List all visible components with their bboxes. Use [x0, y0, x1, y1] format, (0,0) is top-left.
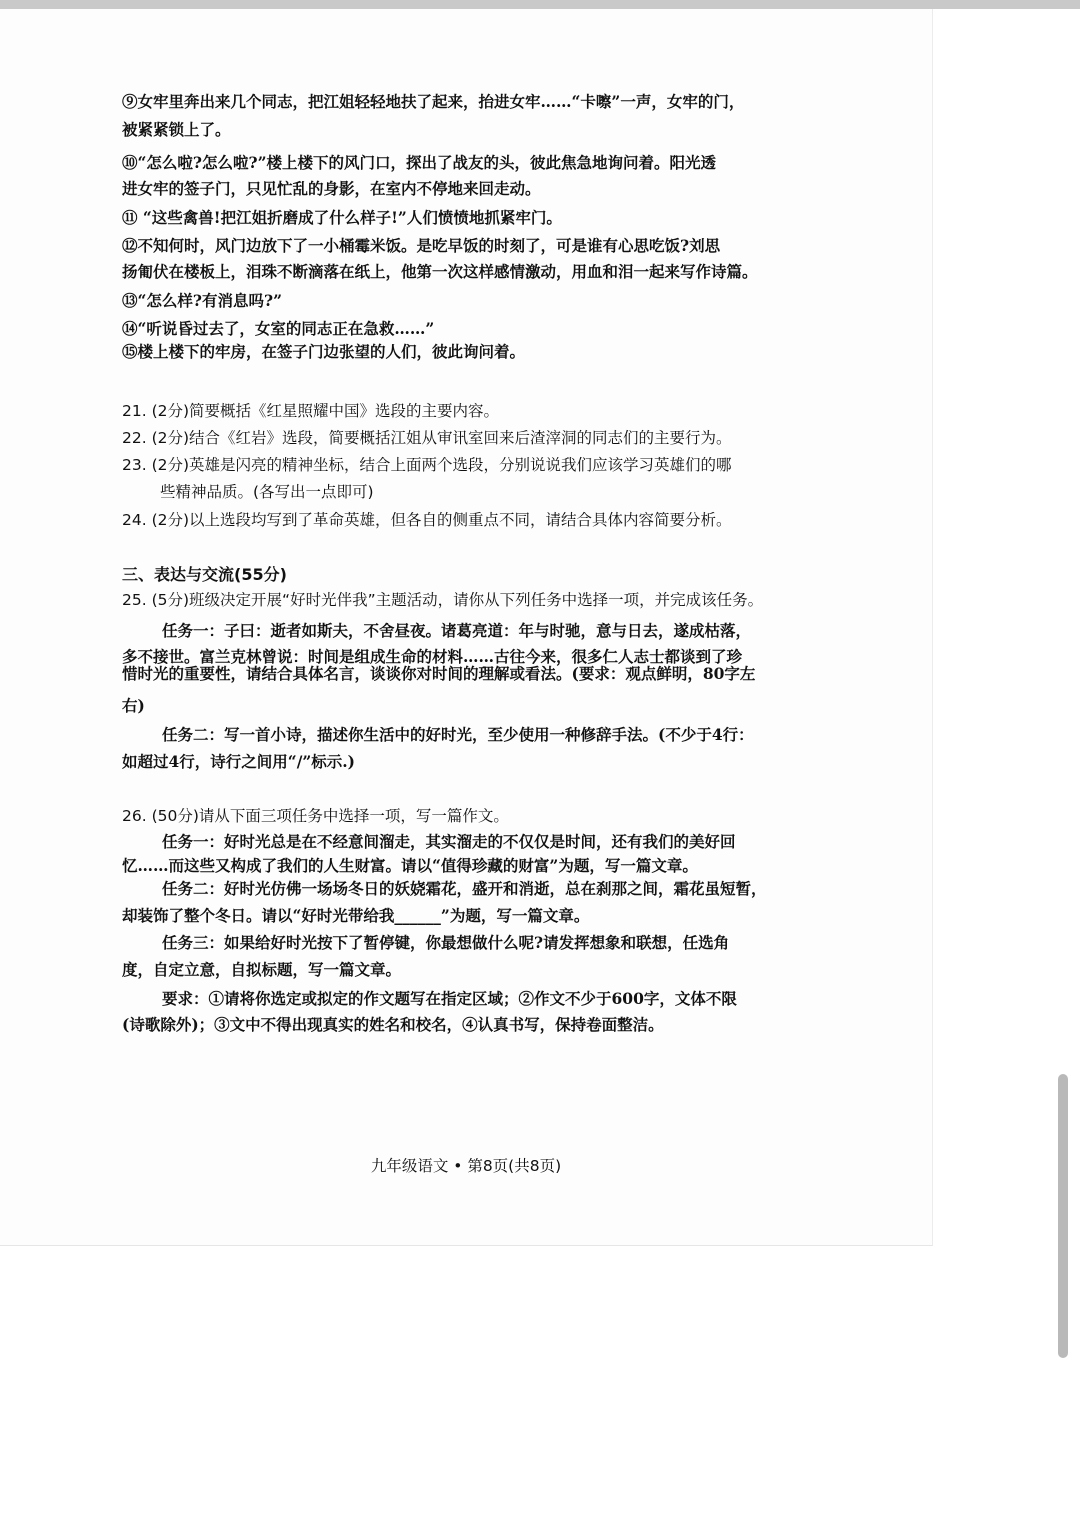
essay-task3-line-2: 度，自定立意，自拟标题，写一篇文章。 — [122, 960, 402, 979]
passage-para-9: ⑨女牢里奔出来几个同志，把江姐轻轻地扶了起来，抬进女牢……“卡嚓”一声，女牢的门， — [122, 92, 745, 111]
essay-task2-line-1: 任务二：好时光仿佛一场场冬日的妖娆霜花，盛开和消逝，总在刹那之间，霜花虽短暂， — [162, 879, 767, 898]
passage-para-10-cont: 进女牢的签子门，只见忙乱的身影，在室内不停地来回走动。 — [122, 179, 541, 198]
essay-task1-line-2: 忆……而这些又构成了我们的人生财富。请以“值得珍藏的财富”为题，写一篇文章。 — [122, 856, 698, 875]
passage-para-10: ⑩“怎么啦?怎么啦?”楼上楼下的风门口，探出了战友的头，彼此焦急地询问着。阳光透 — [122, 153, 716, 172]
question-25: 25. (5分)班级决定开展“好时光伴我”主题活动，请你从下列任务中选择一项，并完成该任务。 — [122, 591, 764, 609]
passage-para-9-cont: 被紧紧锁上了。 — [122, 120, 231, 139]
essay-requirements-line-1: 要求：①请将你选定或拟定的作文题写在指定区域；②作文不少于600字，文体不限 — [162, 989, 737, 1008]
task1-line-4: 右) — [122, 696, 145, 715]
vertical-scrollbar[interactable] — [1058, 1074, 1068, 1358]
task1-line-2: 多不接世。富兰克林曾说：时间是组成生命的材料……古往今来，很多仁人志士都谈到了珍 — [122, 647, 743, 666]
passage-para-12: ⑫不知何时，风门边放下了一小桶霉米饭。是吃早饭的时刻了，可是谁有心思吃饭?刘思 — [122, 236, 721, 255]
essay-task3-line-1: 任务三：如果给好时光按下了暂停键，你最想做什么呢?请发挥想象和联想，任选角 — [162, 933, 730, 952]
task1-line-1: 任务一：子曰：逝者如斯夫，不舍昼夜。诸葛亮道：年与时驰，意与日去，遂成枯落， — [162, 621, 752, 640]
question-24: 24. (2分)以上选段均写到了革命英雄，但各自的侧重点不同，请结合具体内容简要分析。 — [122, 511, 732, 529]
essay-task2-line-2: 却装饰了整个冬日。请以“好时光带给我______”为题，写一篇文章。 — [122, 906, 590, 925]
task2-line-1: 任务二：写一首小诗，描述你生活中的好时光，至少使用一种修辞手法。(不少于4行： — [162, 725, 754, 744]
question-23-cont: 些精神品质。(各写出一点即可) — [160, 483, 374, 501]
question-21: 21. (2分)简要概括《红星照耀中国》选段的主要内容。 — [122, 402, 500, 420]
task2-line-2: 如超过4行，诗行之间用“/”标示.) — [122, 752, 356, 771]
passage-para-11: ⑪ “这些禽兽!把江姐折磨成了什么样子!”人们愤愤地抓紧牢门。 — [122, 208, 562, 227]
question-26: 26. (50分)请从下面三项任务中选择一项，写一篇作文。 — [122, 807, 509, 825]
section-3-heading: 三、表达与交流(55分) — [122, 565, 287, 584]
passage-para-15: ⑮楼上楼下的牢房，在签子门边张望的人们，彼此询问着。 — [122, 342, 526, 361]
passage-para-14: ⑭“听说昏过去了，女室的同志正在急救……” — [122, 319, 435, 338]
question-22: 22. (2分)结合《红岩》选段，简要概括江姐从审讯室回来后渣滓洞的同志们的主要行为。 — [122, 429, 732, 447]
question-23: 23. (2分)英雄是闪亮的精神坐标，结合上面两个选段，分别说说我们应该学习英雄们的哪 — [122, 456, 732, 474]
passage-para-13: ⑬“怎么样?有消息吗?” — [122, 291, 282, 310]
passage-para-12-cont: 扬匍伏在楼板上，泪珠不断滴落在纸上，他第一次这样感情激动，用血和泪一起来写作诗篇。 — [122, 262, 758, 281]
essay-requirements-line-2: (诗歌除外)；③文中不得出现真实的姓名和校名，④认真书写，保持卷面整洁。 — [122, 1015, 664, 1034]
page-footer: 九年级语文 • 第8页(共8页) — [370, 1157, 562, 1175]
task1-line-3: 惜时光的重要性，请结合具体名言，谈谈你对时间的理解或看法。(要求：观点鲜明，80字左 — [122, 664, 756, 683]
viewer-top-bar — [0, 0, 1080, 9]
essay-task1-line-1: 任务一：好时光总是在不经意间溜走，其实溜走的不仅仅是时间，还有我们的美好回 — [162, 832, 736, 851]
